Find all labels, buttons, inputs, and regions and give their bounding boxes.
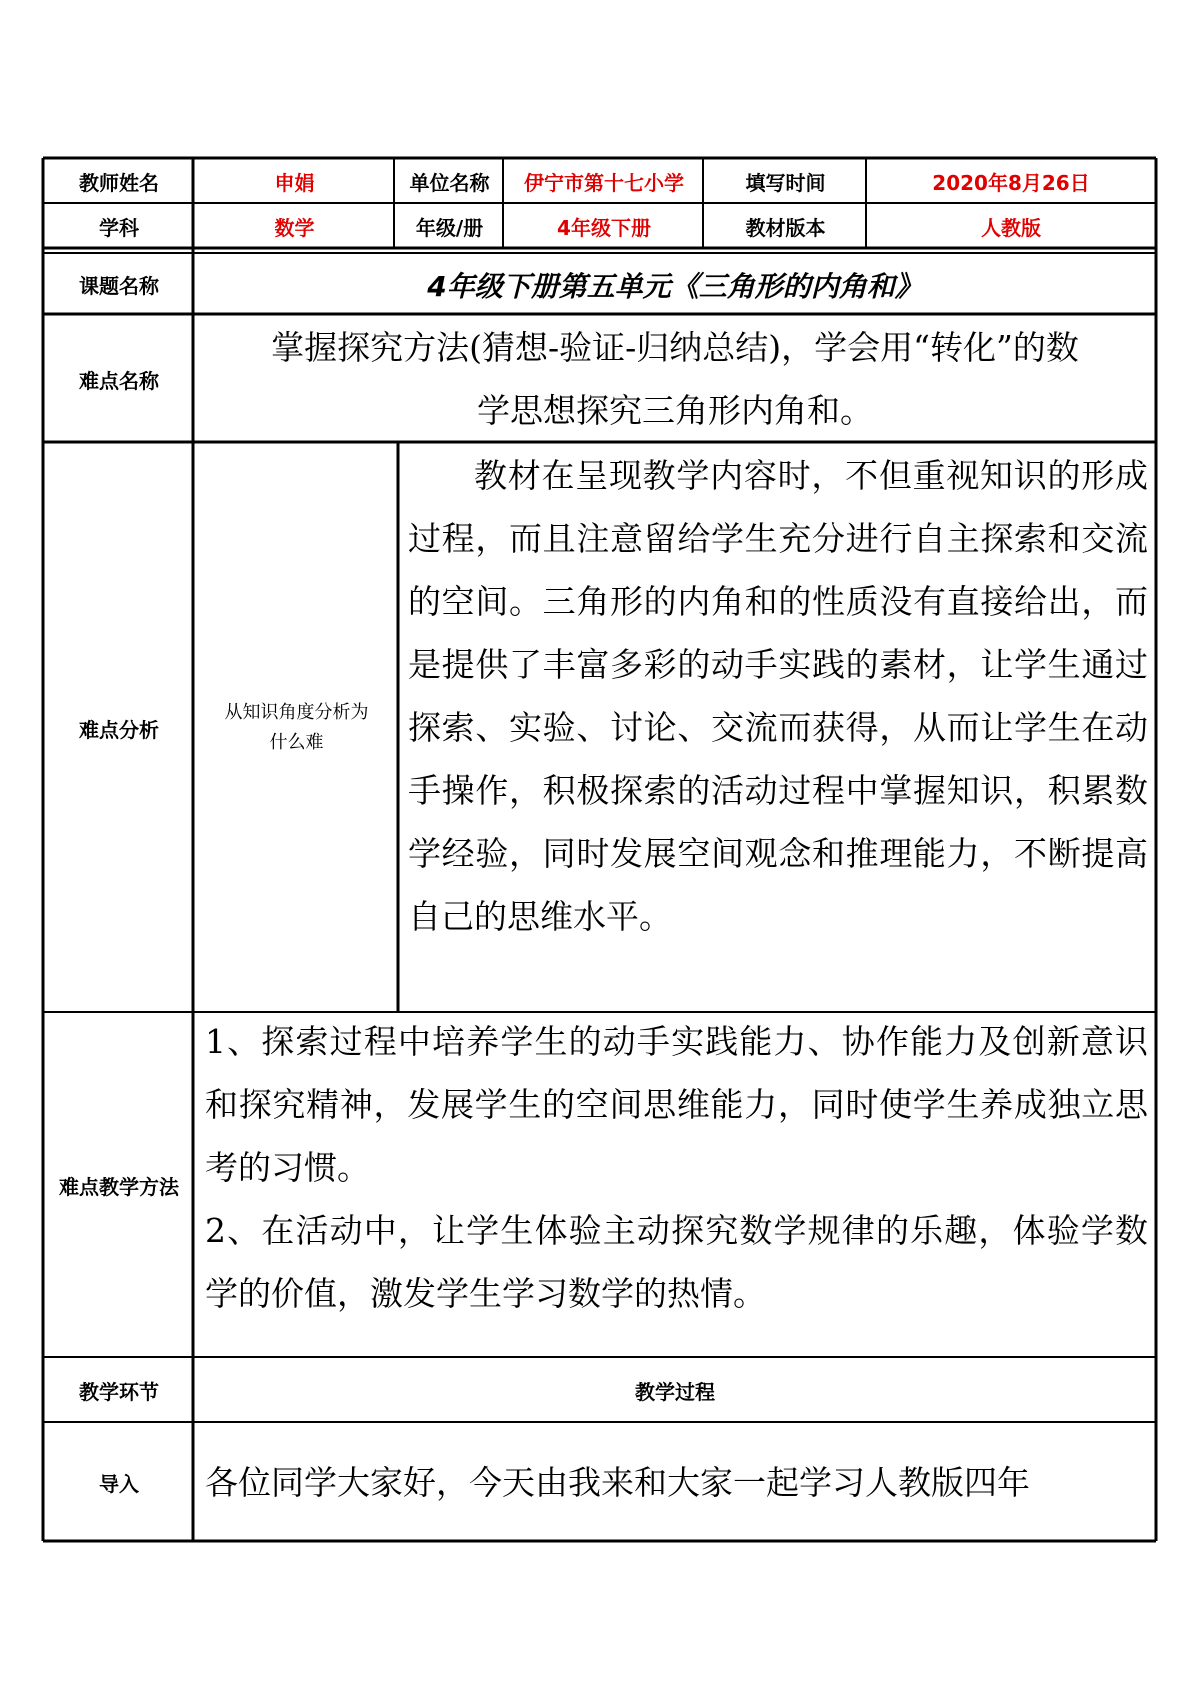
method-item-2: 2、在活动中，让学生体验主动探究数学规律的乐趣，体验学数学的价值，激发学生学习数学的热情。	[205, 1211, 1148, 1313]
method-item-1: 1、探索过程中培养学生的动手实践能力、协作能力及创新意识和探究精神，发展学生的空间思维能力，同时使学生养成独立思考的习惯。	[205, 1022, 1148, 1187]
analysis-text: 教材在呈现教学内容时，不但重视知识的形成过程，而且注意留给学生充分进行自主探索和交流的空间。三角形的内角和的性质没有直接给出，而是提供了丰富多彩的动手实践的素材，让学生通过探索、实验、讨论、交流而获得，从而让学生在动手操作，积极探索的活动过程中掌握知识，积累数学经验，同时发展空间观念和推理能力，不断提高自己的思维水平。	[408, 456, 1148, 936]
difficulty-label: 难点名称	[79, 368, 159, 393]
subject-value: 数学	[274, 216, 315, 240]
edition-label: 教材版本	[745, 216, 826, 240]
method-content	[205, 1010, 1148, 1325]
unit-name-value: 伊宁市第十七小学	[524, 171, 684, 195]
grade-label: 年级/册	[415, 216, 484, 240]
grade-value: 4年级下册	[557, 216, 651, 240]
topic-label: 课题名称	[79, 274, 159, 298]
method-label: 难点教学方法	[59, 1175, 179, 1199]
topic-title: 4年级下册第五单元《三角形的内角和》	[427, 269, 923, 303]
unit-name-label: 单位名称	[409, 171, 490, 195]
analysis-sub-label-line-1: 从知识角度分析为	[224, 702, 369, 723]
analysis-label: 难点分析	[79, 717, 159, 742]
difficulty-text	[195, 316, 1155, 442]
analysis-sub-label	[195, 444, 398, 1012]
fill-date-value: 2020年8月26日	[932, 171, 1090, 195]
intro-text: 各位同学大家好，今天由我来和大家一起学习人教版四年	[205, 1463, 1030, 1502]
difficulty-line-2: 学思想探究三角形内角和。	[477, 391, 873, 430]
teacher-name-value: 申娟	[274, 171, 315, 195]
process-header: 教学过程	[635, 1380, 715, 1404]
subject-label: 学科	[99, 216, 139, 240]
analysis-sub-label-line-2: 什么难	[269, 732, 324, 753]
edition-value: 人教版	[981, 216, 1041, 240]
teacher-name-label: 教师姓名	[79, 171, 159, 195]
difficulty-line-1: 掌握探究方法(猜想-验证-归纳总结)，学会用“转化”的数	[271, 328, 1079, 367]
intro-label: 导入	[99, 1472, 139, 1496]
fill-date-label: 填写时间	[745, 171, 826, 195]
stage-header: 教学环节	[79, 1380, 159, 1404]
